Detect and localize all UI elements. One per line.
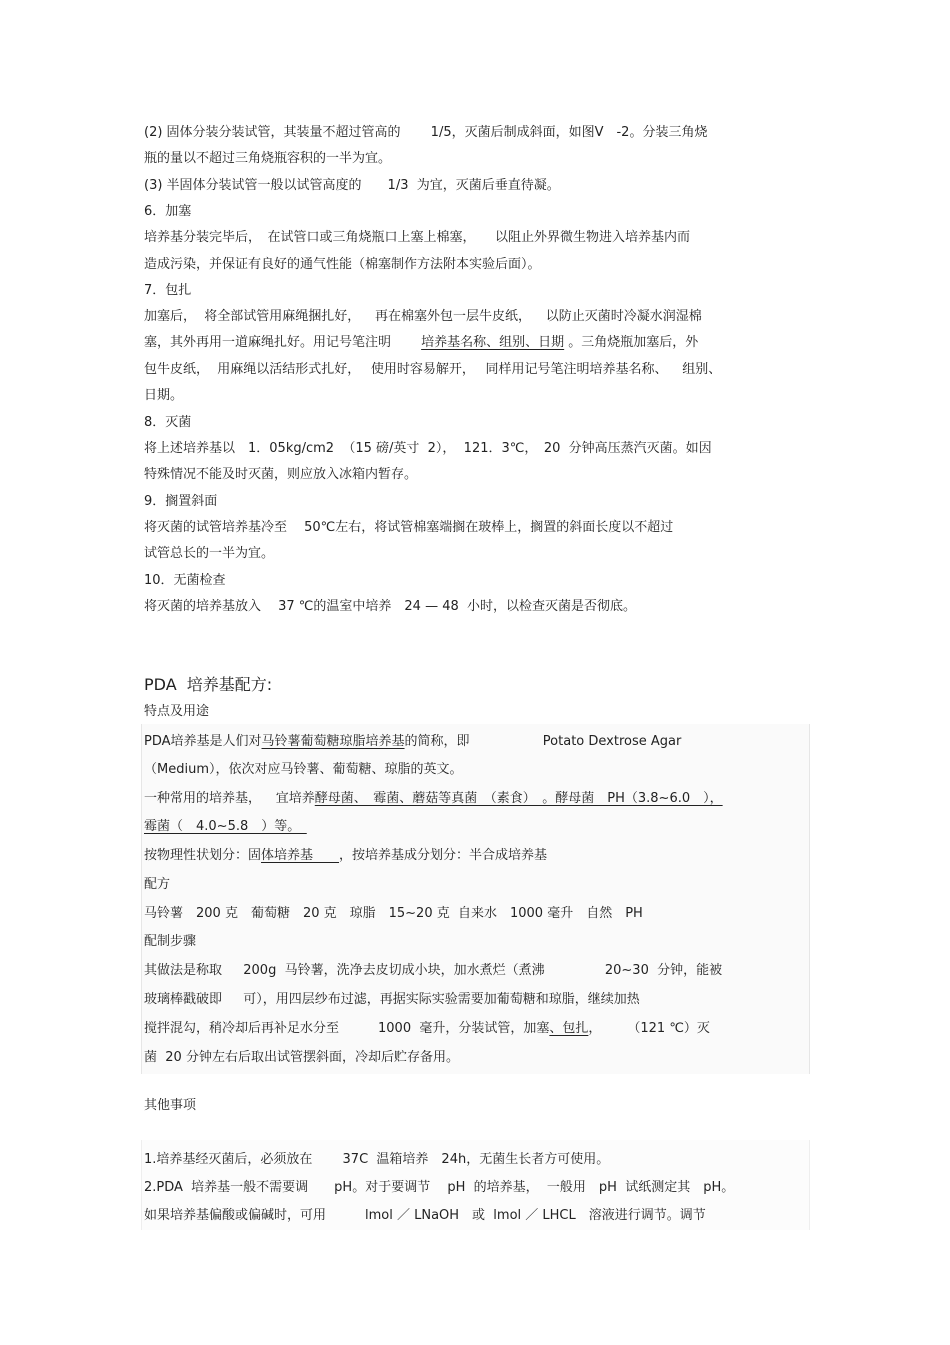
underlined-text: 酵母菌、 霉菌、蘑菇等真菌 （素食） 。酵母菌 PH（3.8~6.0 ）， [314, 791, 723, 806]
text-line: 其做法是称取 200g 马铃薯，洗净去皮切成小块，加水煮烂（煮沸 20~30 分钟，能被 [144, 963, 723, 978]
underlined-text: 培养基名称、组别、日期 [421, 335, 565, 350]
text-line: 搅拌混勾，稍冷却后再补足水分至 1000 毫升，分装试管，加塞、包扎， （121 ℃）灭 [144, 1021, 710, 1036]
section-heading: 9．搁置斜面 [144, 494, 218, 509]
section-heading: 7．包扎 [144, 283, 192, 298]
section-heading: 配制步骤 [144, 934, 197, 949]
underlined-text: 马铃薯葡萄糖琼脂培养基 [261, 734, 405, 749]
text-line: 菌 20 分钟左右后取出试管摆斜面，冷却后贮存备用。 [144, 1050, 459, 1065]
text-line: 培养基分装完毕后， 在试管口或三角烧瓶口上塞上棉塞， 以阻止外界微生物进入培养基内而 [144, 230, 691, 245]
text-line: 玻璃棒戳破即 可），用四层纱布过滤，再据实际实验需要加葡萄糖和琼脂，继续加热 [144, 992, 640, 1007]
section-heading: 10．无菌检查 [144, 573, 226, 588]
section-heading: 配方 [144, 877, 171, 892]
text-line: 日期。 [144, 388, 184, 403]
text-line: 将灭菌的培养基放入 37 ℃的温室中培养 24 — 48 小时，以检查灭菌是否彻底。 [144, 599, 637, 614]
text-line: 瓶的量以不超过三角烧瓶容积的一半为宜。 [144, 151, 392, 166]
text-line [144, 818, 307, 836]
text-line: （Medium），依次对应马铃薯、葡萄糖、琼脂的英文。 [144, 762, 463, 777]
text-line: 特殊情况不能及时灭菌，则应放入冰箱内暂存。 [144, 467, 418, 482]
text-line: (3) 半固体分装试管一般以试管高度的 1/3 为宜，灭菌后垂直待凝。 [144, 178, 560, 193]
text-line: 将灭菌的试管培养基冷至 50℃左右，将试管棉塞端搁在玻棒上，搁置的斜面长度以不超过 [144, 520, 674, 535]
pda-title: PDA 培养基配方: [144, 675, 273, 694]
text-line: 2.PDA 培养基一般不需要调 pH。对于要调节 pH 的培养基， 一般用 pH 试纸测定其 pH。 [144, 1180, 735, 1195]
text-line: 包牛皮纸， 用麻绳以活结形式扎好， 使用时容易解开， 同样用记号笔注明培养基名称、 组别、 [144, 362, 722, 377]
text-line: 1.培养基经灭菌后，必须放在 37C 温箱培养 24h，无菌生长者方可使用。 [144, 1152, 610, 1167]
section-heading: 其他事项 [144, 1098, 197, 1113]
text-line: 如果培养基偏酸或偏碱时，可用 lmol ／ LNaOH 或 lmol ／ LHCL 溶液进行调节。调节 [144, 1208, 706, 1223]
section-heading: 8．灭菌 [144, 415, 192, 430]
text-line: 造成污染，并保证有良好的通气性能（棉塞制作方法附本实验后面）。 [144, 257, 541, 272]
section-heading: 特点及用途 [144, 704, 210, 719]
text-line: 马铃薯 200 克 葡萄糖 20 克 琼脂 15~20 克 自来水 1000 毫升 自然 PH [144, 906, 643, 921]
underlined-text: 、包扎 [549, 1021, 589, 1036]
text-line: PDA培养基是人们对马铃薯葡萄糖琼脂培养基的简称，即 Potato Dextrose Agar [144, 734, 682, 749]
text-line: 加塞后， 将全部试管用麻绳捆扎好， 再在棉塞外包一层牛皮纸， 以防止灭菌时冷凝水润湿棉 [144, 309, 702, 324]
underlined-text: 霉菌（ 4.0~5.8 ）等。 [144, 819, 307, 834]
text-line: 将上述培养基以 1．05kg/cm2 （15 磅/英寸 2）， 121．3℃， 20 分钟高压蒸汽灭菌。如因 [144, 441, 712, 456]
text-line: 一种常用的培养基， 宜培养酵母菌、 霉菌、蘑菇等真菌 （素食） 。酵母菌 PH（3.8~6.0 ）， [144, 791, 723, 806]
text-line: 按物理性状划分：固体培养基 ，按培养基成分划分：半合成培养基 [144, 848, 548, 863]
underlined-text: 体培养基 [261, 848, 340, 863]
section-heading: 6．加塞 [144, 204, 192, 219]
text-line: 试管总长的一半为宜。 [144, 546, 275, 561]
text-line: 塞，其外再用一道麻绳扎好。用记号笔注明 培养基名称、组别、日期 。三角烧瓶加塞后，外 [144, 335, 699, 350]
text-line: (2) 固体分装分装试管，其装量不超过管高的 1/5，灭菌后制成斜面，如图Ⅴ -2。分装三角烧 [144, 125, 708, 140]
